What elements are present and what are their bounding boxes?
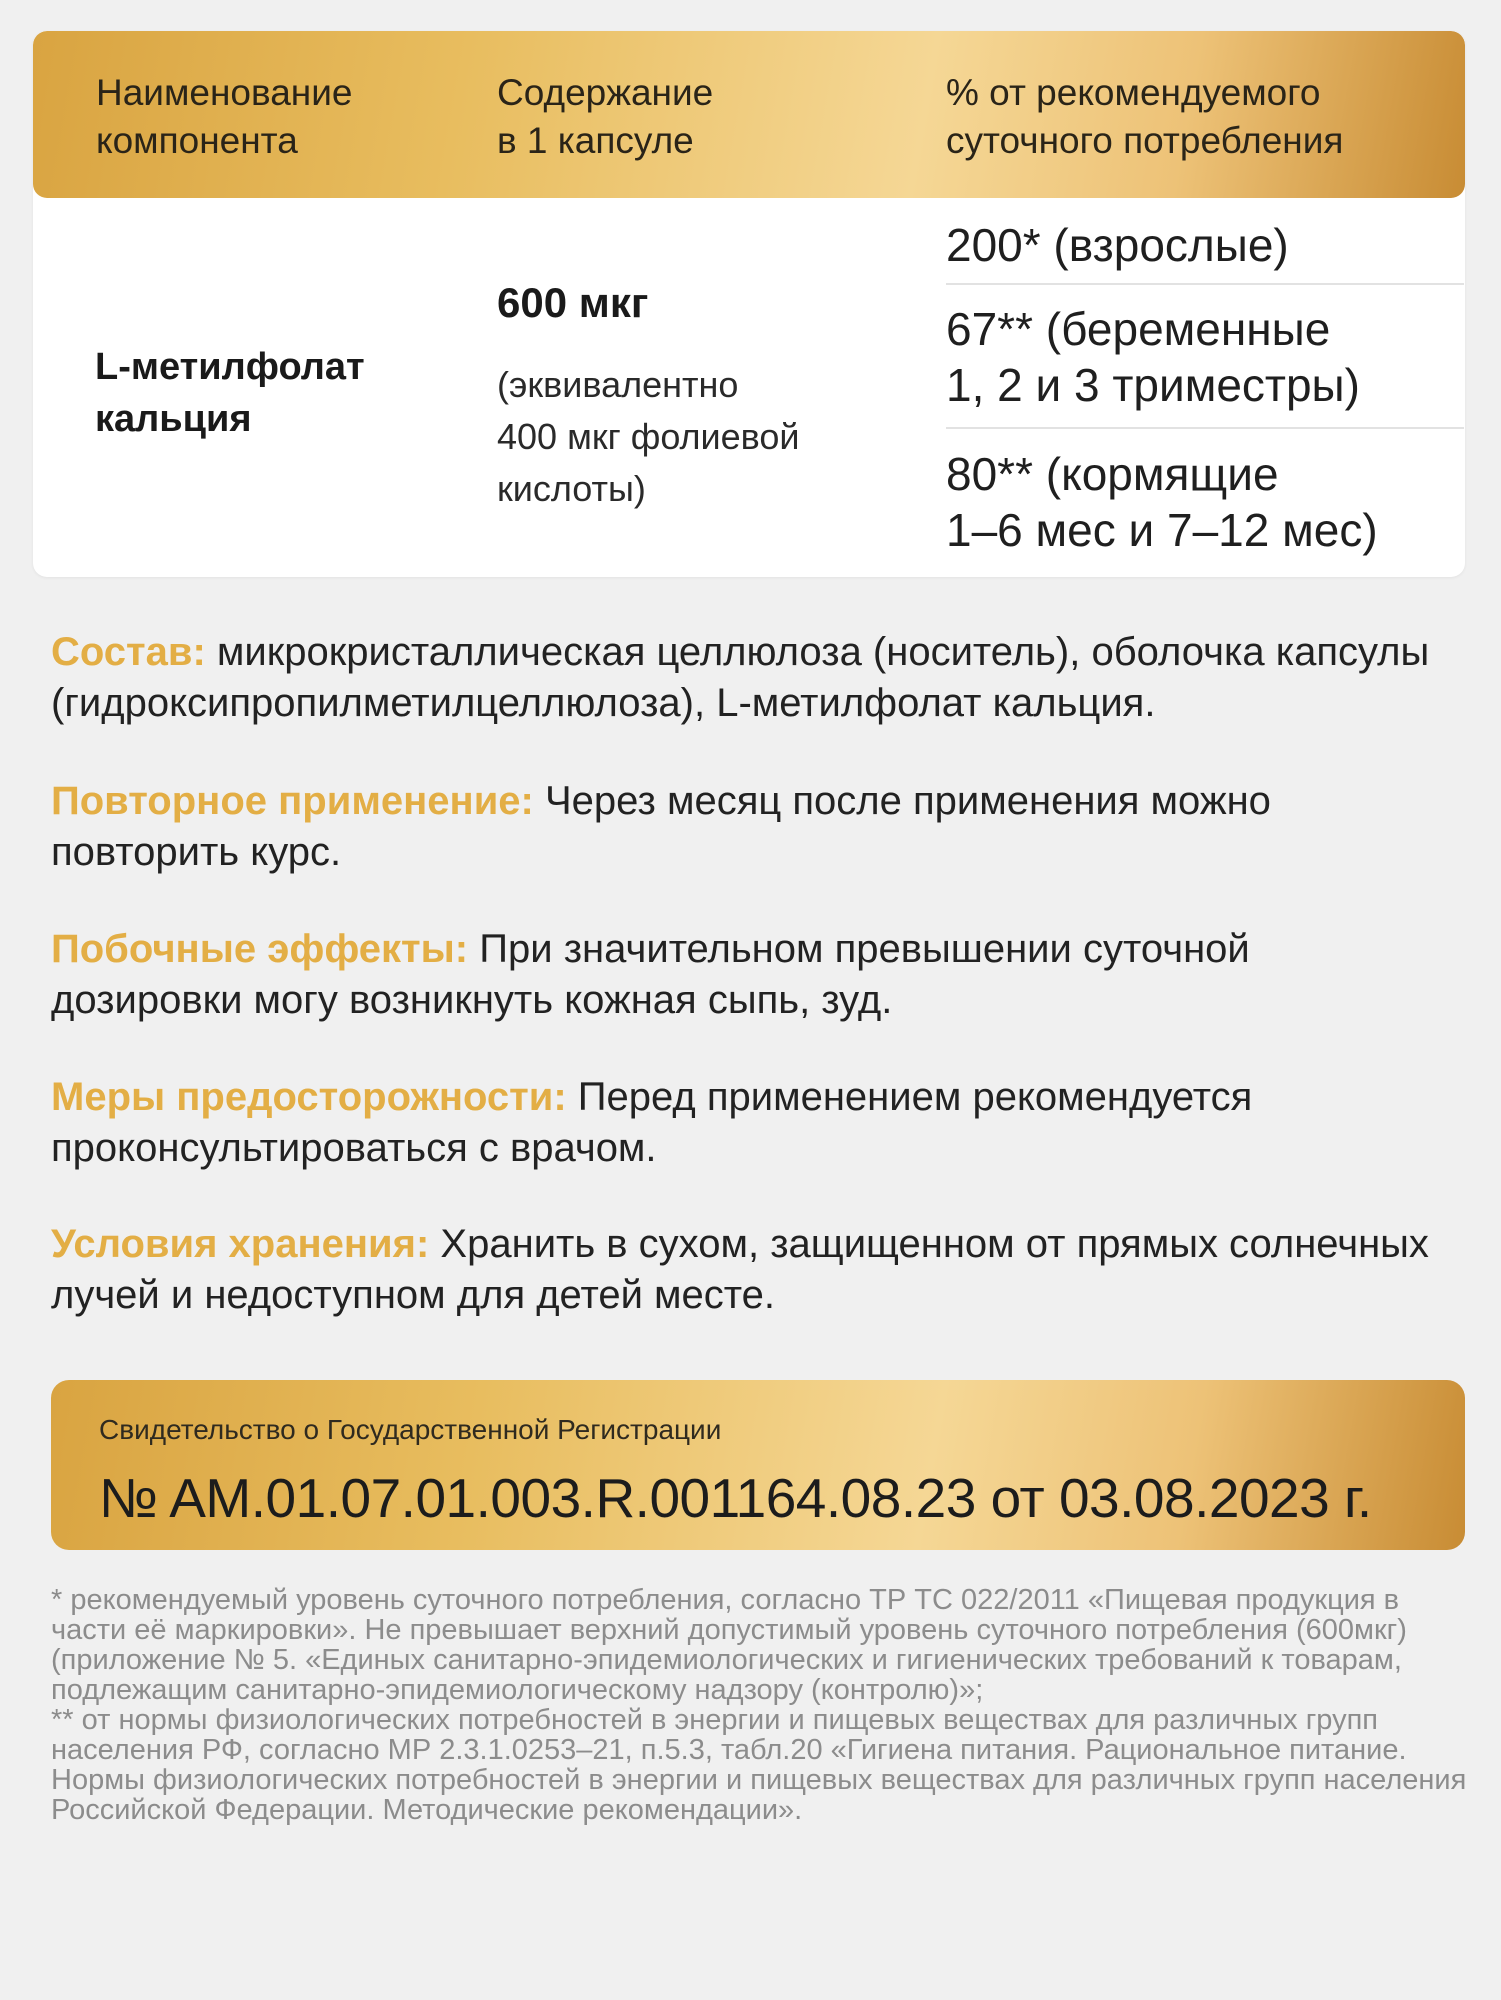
- section-text: микрокристаллическая целлюлоза (носитель), оболочка капсулы (гидроксипропилметилцеллюлоза), L-метилфолат кальция.: [51, 630, 1430, 725]
- table-header: [33, 31, 1465, 198]
- header-component-name: Наименование компонента: [96, 72, 353, 161]
- nutrition-table: [33, 31, 1465, 577]
- section-text: Перед применением рекомендуется проконсультироваться с врачом.: [51, 1075, 1253, 1170]
- section-label: Состав:: [51, 630, 206, 674]
- section-label: Меры предосторожности:: [51, 1075, 567, 1119]
- section-label: Повторное применение:: [51, 779, 534, 823]
- section-label: Условия хранения:: [51, 1222, 430, 1266]
- percent-divider: [946, 427, 1464, 429]
- percent-lactating: 80** (кормящие 1–6 мес и 7–12 мес): [946, 448, 1378, 556]
- footnotes: [51, 1585, 1471, 1825]
- section-repeat-use: [51, 776, 1451, 878]
- section-text: Хранить в сухом, защищенном от прямых солнечных лучей и недоступном для детей месте.: [51, 1222, 1429, 1317]
- section-composition: [51, 627, 1451, 729]
- dose-value: 600 мкг: [497, 279, 649, 326]
- header-content-per-capsule: Содержание в 1 капсуле: [497, 72, 714, 161]
- section-side-effects: [51, 924, 1451, 1026]
- header-percent-daily: % от рекомендуемого суточного потребления: [946, 72, 1344, 161]
- dose-equivalent-note: (эквивалентно 400 мкг фолиевой кислоты): [497, 364, 800, 509]
- section-precautions: [51, 1072, 1451, 1174]
- registration-label: Свидетельство о Государственной Регистрации: [99, 1414, 722, 1445]
- section-text: Через месяц после применения можно повторить курс.: [51, 779, 1271, 874]
- registration-banner: [51, 1380, 1465, 1550]
- section-label: Побочные эффекты:: [51, 927, 469, 971]
- component-name: L-метилфолат кальция: [95, 346, 365, 440]
- percent-pregnant: 67** (беременные 1, 2 и 3 триместры): [946, 303, 1360, 411]
- percent-adults: 200* (взрослые): [946, 219, 1289, 271]
- section-text: При значительном превышении суточной дозировки могу возникнуть кожная сыпь, зуд.: [51, 927, 1250, 1022]
- footnote-single-asterisk: * рекомендуемый уровень суточного потребления, согласно ТР ТС 022/2011 «Пищевая продукция в части её маркировки». Не превышает верхний допустимый уровень суточного потребления (600мкг) (приложение № 5. «Единых санитарно-эпидемиологических и гигиенических требований к товарам, подлежащим санитарно-эпидемиологическому надзору (контролю)»;: [51, 1584, 1407, 1706]
- footnote-double-asterisk: ** от нормы физиологических потребностей в энергии и пищевых веществах для различных групп населения РФ, согласно МР 2.3.1.0253–21, п.5.3, табл.20 «Гигиена питания. Рациональное питание. Нормы физиологических потребностей в энергии и пищевых веществах для различных групп населения Российской Федерации. Методические рекомендации».: [51, 1704, 1467, 1826]
- percent-divider: [946, 283, 1464, 285]
- section-storage: [51, 1219, 1451, 1321]
- registration-number: № AM.01.07.01.003.R.001164.08.23 от 03.08.2023 г.: [99, 1467, 1372, 1529]
